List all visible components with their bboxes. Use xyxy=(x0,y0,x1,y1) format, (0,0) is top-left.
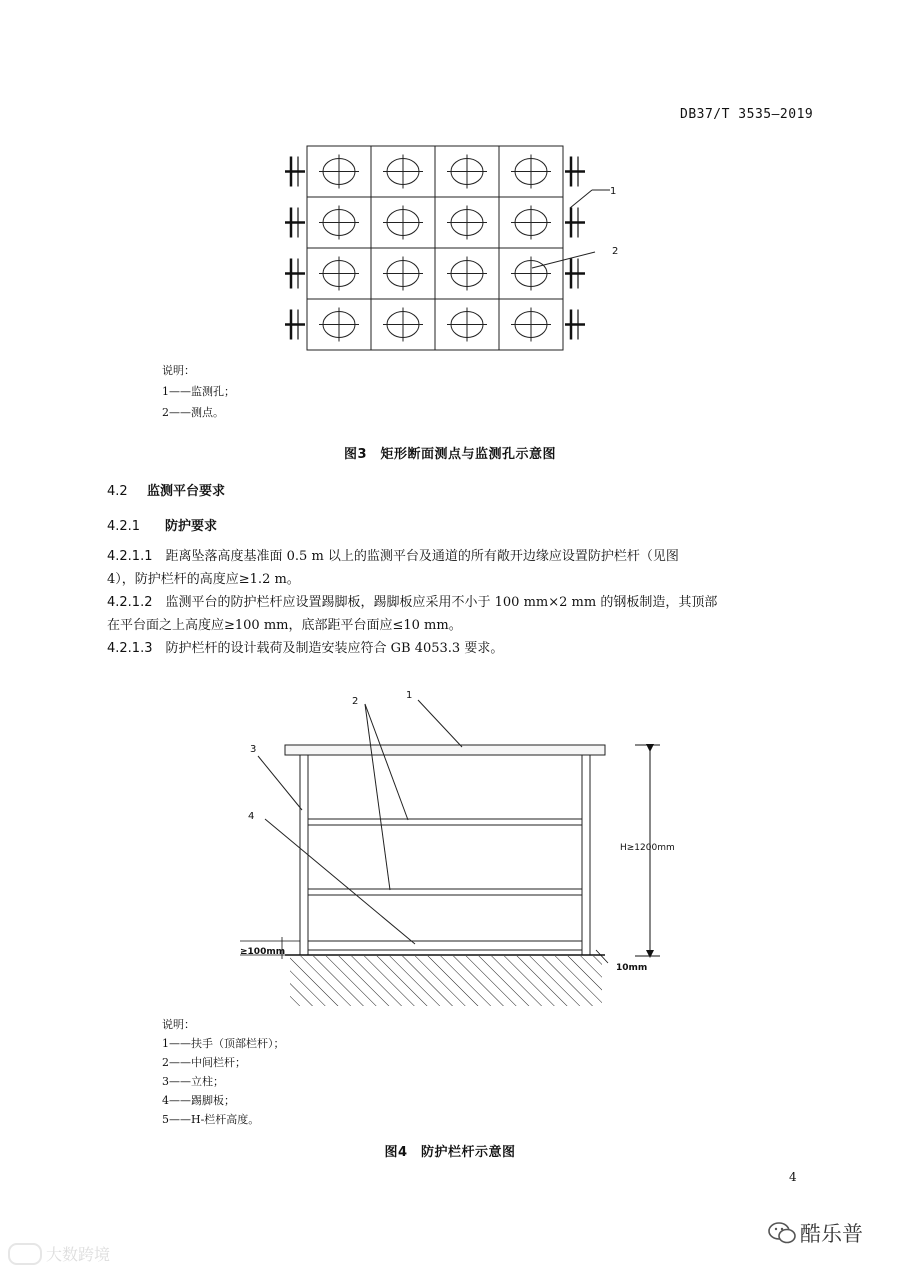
callout-2: 2 xyxy=(352,696,359,707)
legend-title: 说明： xyxy=(162,364,195,377)
figure-3-diagram xyxy=(270,140,630,360)
subsection-title: 防护要求 xyxy=(165,519,218,534)
subsection-number: 4.2.1 xyxy=(107,519,141,534)
figure-4-diagram xyxy=(230,682,710,1012)
monitoring-port xyxy=(285,157,305,187)
handrail xyxy=(285,745,605,755)
clause-line xyxy=(107,591,807,614)
clause-number: 4.2.1.2 xyxy=(107,595,153,610)
monitoring-grid xyxy=(307,146,563,350)
post-right xyxy=(582,755,590,955)
clause-list xyxy=(107,545,807,660)
clause-number: 4.2.1.1 xyxy=(107,549,153,564)
toe-board xyxy=(308,941,582,950)
monitoring-port xyxy=(285,259,305,289)
watermark-right xyxy=(768,1218,863,1248)
clause-line xyxy=(107,614,807,637)
dim-height-label: H≥1200mm xyxy=(620,843,675,853)
callout-1: 1 xyxy=(610,186,617,197)
monitoring-port xyxy=(285,208,305,238)
legend-item: 2——中间栏杆； xyxy=(162,1056,246,1069)
legend-item: 1——监测孔； xyxy=(162,385,235,398)
section-title: 监测平台要求 xyxy=(147,484,226,499)
monitoring-port xyxy=(565,208,585,238)
clause-number: 4.2.1.3 xyxy=(107,641,153,656)
figure-3-caption: 图3 矩形断面测点与监测孔示意图 xyxy=(343,447,557,462)
figure-3-legend xyxy=(162,360,235,423)
monitoring-port xyxy=(285,310,305,340)
clause-text: 监测平台的防护栏杆应设置踢脚板，踢脚板应采用不小于 100 mm×2 mm 的钢板制造，其顶部 xyxy=(165,595,718,610)
page-number: 4 xyxy=(789,1170,797,1184)
callout-3: 3 xyxy=(250,744,257,755)
callout-4: 4 xyxy=(248,811,255,822)
watermark-left xyxy=(8,1242,110,1265)
figure-4-legend xyxy=(162,1015,285,1129)
watermark-right-text: 酷乐普 xyxy=(800,1222,863,1246)
mid-rail-upper xyxy=(308,819,582,825)
legend-item: 2——测点。 xyxy=(162,406,224,419)
watermark-logo-icon xyxy=(8,1243,42,1265)
wechat-icon xyxy=(768,1221,796,1245)
monitoring-port xyxy=(565,310,585,340)
monitoring-port xyxy=(565,157,585,187)
legend-item: 1——扶手（顶部栏杆）； xyxy=(162,1037,285,1050)
legend-title: 说明： xyxy=(162,1018,195,1031)
clause-line xyxy=(107,545,807,568)
clause-text: 在平台面之上高度应≥100 mm，底部距平台面应≤10 mm。 xyxy=(107,618,462,633)
legend-item: 5——H-栏杆高度。 xyxy=(162,1113,260,1126)
callout-2: 2 xyxy=(612,246,619,257)
callout-1: 1 xyxy=(406,690,413,701)
ground-hatch xyxy=(290,956,602,1006)
section-heading xyxy=(107,480,225,499)
clause-text: 防护栏杆的设计载荷及制造安装应符合 GB 4053.3 要求。 xyxy=(165,641,504,656)
clause-line xyxy=(107,637,807,660)
dim-toe-label: ≥100mm xyxy=(240,947,286,957)
subsection-heading xyxy=(107,515,217,534)
clause-line xyxy=(107,568,807,591)
post-left xyxy=(300,755,308,955)
mid-rail-lower xyxy=(308,889,582,895)
monitoring-port xyxy=(565,259,585,289)
legend-item: 4——踢脚板； xyxy=(162,1094,235,1107)
clause-text: 距离坠落高度基准面 0.5 m 以上的监测平台及通道的所有敞开边缘应设置防护栏杆（见图 xyxy=(165,549,679,564)
document-code: DB37/T 3535—2019 xyxy=(680,107,814,122)
figure-4-caption: 图4 防护栏杆示意图 xyxy=(384,1145,516,1160)
leader-line-1 xyxy=(570,190,592,208)
section-number: 4.2 xyxy=(107,484,128,499)
dim-gap-label: 10mm xyxy=(616,963,648,973)
legend-item: 3——立柱； xyxy=(162,1075,224,1088)
clause-text: 4），防护栏杆的高度应≥1.2 m。 xyxy=(107,572,300,587)
watermark-left-text: 大数跨境 xyxy=(46,1245,111,1264)
